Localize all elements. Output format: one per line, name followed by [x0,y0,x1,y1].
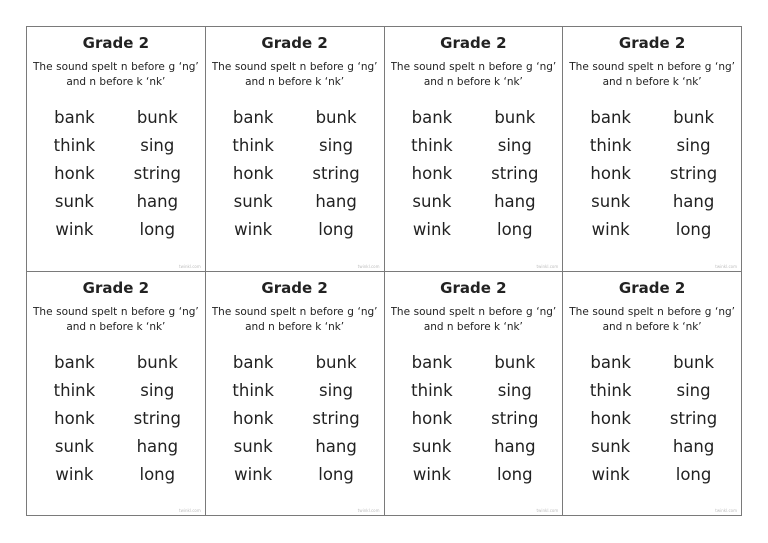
spelling-word: hang [136,436,179,456]
card-rule-text: The sound spelt n before g ‘ng’ and n before k ‘nk’ [33,61,199,88]
spelling-word: sunk [412,192,452,211]
word-card [385,272,564,517]
word-list [569,104,735,244]
word-card-sheet [26,26,742,516]
spelling-word: think [589,136,632,155]
spelling-word: think [53,136,96,155]
spelling-word: hang [672,192,715,211]
spelling-word: sunk [233,192,273,211]
word-card [27,27,206,272]
spelling-word: honk [232,164,274,183]
spelling-word: sunk [412,436,452,456]
spelling-word: string [133,164,181,183]
spelling-word: bank [232,108,274,127]
spelling-word: string [491,164,539,183]
spelling-word: honk [54,408,95,428]
spelling-word: wink [234,220,273,239]
spelling-word: think [589,380,632,400]
card-credit: twinkl.com [715,508,737,513]
card-title: Grade 2 [618,34,686,52]
card-credit: twinkl.com [179,508,201,513]
spelling-word: wink [55,220,94,239]
spelling-word: honk [590,164,631,183]
spelling-word: long [497,220,533,239]
spelling-word: bunk [494,108,536,127]
card-credit: twinkl.com [179,263,201,269]
card-credit: twinkl.com [357,263,380,269]
spelling-word: bunk [673,108,715,127]
spelling-word: sunk [54,436,94,456]
spelling-word: think [411,136,453,155]
spelling-word: long [497,464,533,484]
card-title: Grade 2 [261,278,328,297]
word-card [27,272,206,517]
spelling-word: bank [590,108,631,127]
card-title: Grade 2 [261,34,328,52]
spelling-word: think [53,380,96,400]
spelling-word: bank [54,108,95,127]
spelling-word: hang [672,436,715,456]
spelling-word: sunk [591,192,631,211]
spelling-word: bunk [315,108,357,127]
spelling-word: sing [140,380,175,400]
spelling-word: sing [319,380,354,400]
card-title: Grade 2 [618,278,686,297]
spelling-word: wink [412,464,451,484]
word-list [33,349,199,489]
spelling-word: sing [319,136,354,155]
card-title: Grade 2 [440,34,507,52]
word-card [563,272,742,517]
card-credit: twinkl.com [536,508,559,513]
spelling-word: long [318,464,354,484]
spelling-word: hang [315,436,357,456]
card-title: Grade 2 [82,278,150,297]
card-rule-text: The sound spelt n before g ‘ng’ and n before k ‘nk’ [390,305,557,333]
spelling-word: sing [676,136,711,155]
word-list [212,104,378,244]
card-rule-text: The sound spelt n before g ‘ng’ and n before k ‘nk’ [211,61,378,88]
spelling-word: bunk [673,352,715,372]
spelling-word: sunk [233,436,273,456]
spelling-word: think [232,136,274,155]
spelling-word: long [139,464,176,484]
spelling-word: wink [591,464,630,484]
word-list [391,349,557,489]
spelling-word: long [675,464,712,484]
word-card [206,27,385,272]
spelling-word: sing [497,380,532,400]
spelling-word: sing [497,136,532,155]
spelling-word: string [491,408,539,428]
spelling-word: bank [54,352,95,372]
word-card [206,272,385,517]
card-credit: twinkl.com [357,508,380,513]
card-credit: twinkl.com [536,263,559,269]
spelling-word: sunk [54,192,94,211]
spelling-word: bunk [136,352,178,372]
spelling-word: hang [136,192,179,211]
spelling-word: honk [54,164,95,183]
spelling-word: bank [411,352,453,372]
spelling-word: wink [412,220,451,239]
card-rule-text: The sound spelt n before g ‘ng’ and n before k ‘nk’ [33,305,199,333]
spelling-word: bank [411,108,453,127]
spelling-word: sing [676,380,711,400]
card-rule-text: The sound spelt n before g ‘ng’ and n before k ‘nk’ [211,305,378,333]
spelling-word: bank [590,352,631,372]
spelling-word: bunk [136,108,178,127]
spelling-word: hang [494,436,536,456]
spelling-word: bunk [494,352,536,372]
spelling-word: string [133,408,181,428]
spelling-word: think [411,380,453,400]
spelling-word: wink [591,220,630,239]
word-list [33,104,199,244]
spelling-word: hang [494,192,536,211]
spelling-word: honk [411,408,453,428]
spelling-word: sunk [591,436,631,456]
spelling-word: string [312,408,360,428]
spelling-word: honk [411,164,453,183]
spelling-word: long [675,220,712,239]
word-list [391,104,557,244]
spelling-word: bunk [315,352,357,372]
spelling-word: wink [55,464,94,484]
spelling-word: string [669,164,718,183]
spelling-word: sing [140,136,175,155]
spelling-word: think [232,380,274,400]
word-card [385,27,564,272]
spelling-word: long [139,220,176,239]
spelling-word: honk [232,408,274,428]
spelling-word: honk [590,408,631,428]
spelling-word: string [312,164,360,183]
card-rule-text: The sound spelt n before g ‘ng’ and n before k ‘nk’ [390,61,557,88]
spelling-word: bank [232,352,274,372]
card-title: Grade 2 [440,278,507,297]
word-card [563,27,742,272]
card-title: Grade 2 [82,34,150,52]
card-rule-text: The sound spelt n before g ‘ng’ and n before k ‘nk’ [569,305,735,333]
word-list [569,349,735,489]
spelling-word: string [669,408,718,428]
spelling-word: hang [315,192,357,211]
card-rule-text: The sound spelt n before g ‘ng’ and n before k ‘nk’ [569,61,735,88]
card-credit: twinkl.com [715,263,737,269]
spelling-word: long [318,220,354,239]
spelling-word: wink [234,464,273,484]
word-list [212,349,378,489]
